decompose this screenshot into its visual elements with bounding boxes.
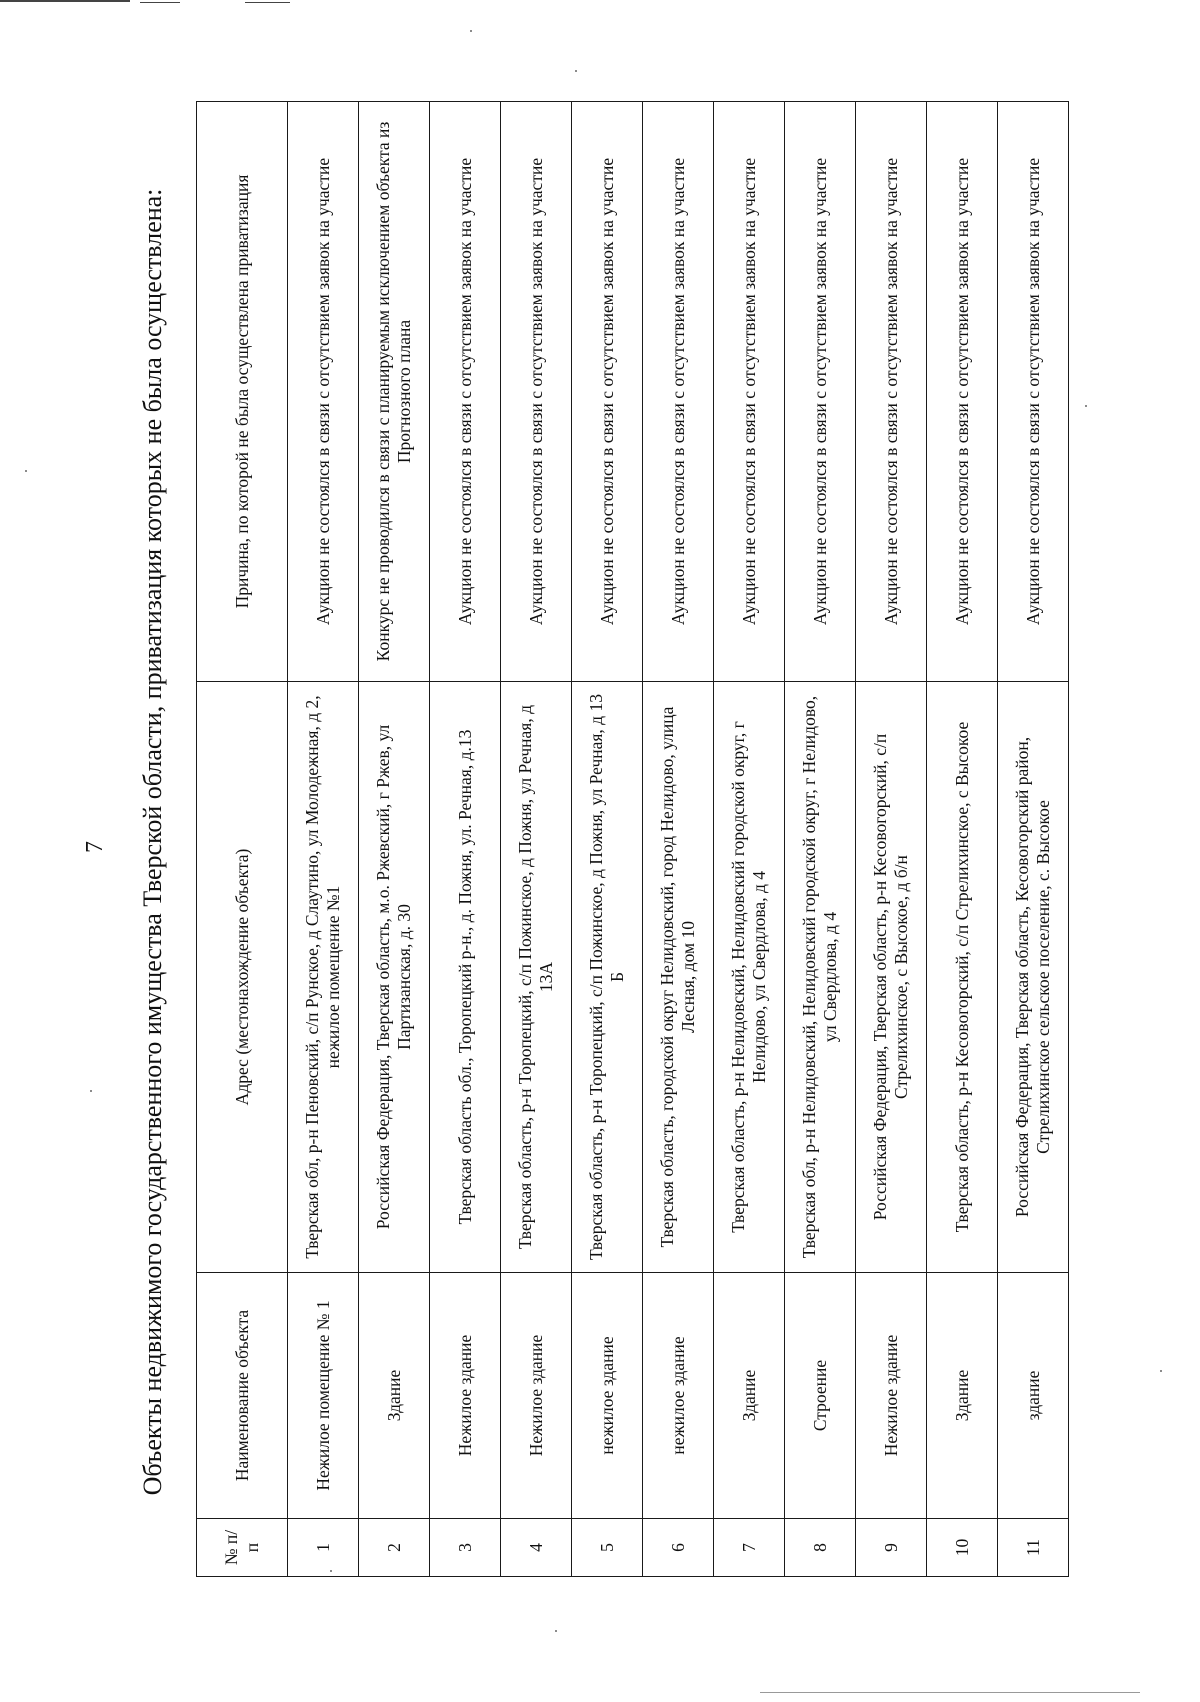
cell-reason: Аукцион не состоялся в связи с отсутствием заявок на участие: [927, 102, 998, 682]
cell-name: Нежилое здание: [856, 1273, 927, 1519]
table-row: [430, 102, 501, 1577]
cell-name: Строение: [785, 1273, 856, 1519]
header-name: Наименование объекта: [197, 1273, 288, 1519]
table-row: [998, 102, 1069, 1577]
table-row: [359, 102, 430, 1577]
cell-num: 3: [430, 1519, 501, 1577]
cell-name: Нежилое помещение № 1: [288, 1273, 359, 1519]
cell-address: Тверская область обл., Торопецкий р-н., д. Пожня, ул. Речная, д.13: [430, 682, 501, 1273]
table-row: [856, 102, 927, 1577]
table-row: [785, 102, 856, 1577]
cell-address: Российская Федерация, Тверская область, р-н Кесовогорский, с/п Стрелихинское, с Высокое, д б/н: [856, 682, 927, 1273]
page-number: 7: [82, 841, 108, 853]
cell-name: нежилое здание: [572, 1273, 643, 1519]
cell-address: Российская Федерация, Тверская область, м.о. Ржевский, г Ржев, ул Партизанская, д. 30: [359, 682, 430, 1273]
cell-reason: Аукцион не состоялся в связи с отсутствием заявок на участие: [643, 102, 714, 682]
cell-name: здание: [998, 1273, 1069, 1519]
header-reason: Причина, по которой не была осуществлена приватизация: [197, 102, 288, 682]
cell-num: 7: [714, 1519, 785, 1577]
cell-reason: Аукцион не состоялся в связи с отсутствием заявок на участие: [288, 102, 359, 682]
cell-reason: Аукцион не состоялся в связи с отсутствием заявок на участие: [998, 102, 1069, 682]
header-address: Адрес (местонахождение объекта): [197, 682, 288, 1273]
cell-reason: Аукцион не состоялся в связи с отсутствием заявок на участие: [430, 102, 501, 682]
cell-address: Тверская обл, р-н Пеновский, с/п Рунское, д Слаутино, ул Молодежная, д 2, нежилое помещение №1: [288, 682, 359, 1273]
table-row: [643, 102, 714, 1577]
cell-num: 2: [359, 1519, 430, 1577]
cell-address: Тверская область, р-н Кесовогорский, с/п Стрелихинское, с Высокое: [927, 682, 998, 1273]
header-num: № п/п: [197, 1519, 288, 1577]
table-row: [501, 102, 572, 1577]
cell-reason: Аукцион не состоялся в связи с отсутствием заявок на участие: [714, 102, 785, 682]
cell-address: Тверская область, р-н Торопецкий, с/п Пожинское, д Пожня, ул Речная, д 13А: [501, 682, 572, 1273]
cell-num: 5: [572, 1519, 643, 1577]
cell-num: 4: [501, 1519, 572, 1577]
cell-address: Тверская область, р-н Торопецкий, с/п Пожинское, д Пожня, ул Речная, д 13 Б: [572, 682, 643, 1273]
cell-name: Здание: [927, 1273, 998, 1519]
cell-reason: Аукцион не состоялся в связи с отсутствием заявок на участие: [572, 102, 643, 682]
cell-reason: Конкурс не проводился в связи с планируемым исключением объекта из Прогнозного плана: [359, 102, 430, 682]
table-row: [288, 102, 359, 1577]
cell-reason: Аукцион не состоялся в связи с отсутствием заявок на участие: [785, 102, 856, 682]
cell-num: 10: [927, 1519, 998, 1577]
cell-address: Тверская область, р-н Нелидовский, Нелидовский городской округ, г Нелидово, ул Свердлова, д 4: [714, 682, 785, 1273]
cell-reason: Аукцион не состоялся в связи с отсутствием заявок на участие: [856, 102, 927, 682]
cell-name: Здание: [359, 1273, 430, 1519]
cell-name: Нежилое здание: [501, 1273, 572, 1519]
cell-num: 6: [643, 1519, 714, 1577]
table-row: [714, 102, 785, 1577]
cell-num: 9: [856, 1519, 927, 1577]
cell-num: 8: [785, 1519, 856, 1577]
cell-address: Тверская обл, р-н Нелидовский, Нелидовский городской округ, г Нелидово, ул Свердлова, д 4: [785, 682, 856, 1273]
table-row: [927, 102, 998, 1577]
cell-name: нежилое здание: [643, 1273, 714, 1519]
cell-name: Нежилое здание: [430, 1273, 501, 1519]
cell-num: 1: [288, 1519, 359, 1577]
cell-num: 11: [998, 1519, 1069, 1577]
cell-reason: Аукцион не состоялся в связи с отсутствием заявок на участие: [501, 102, 572, 682]
table-row: [572, 102, 643, 1577]
cell-address: Российская Федерация, Тверская область, Кесовогорский район, Стрелихинское сельское поселение, с. Высокое: [998, 682, 1069, 1273]
table-header-row: [197, 102, 288, 1577]
cell-name: Здание: [714, 1273, 785, 1519]
objects-table: [196, 101, 1069, 1577]
document-title: Объекты недвижимого государственного имущества Тверской области, приватизация которых не была осуществлена:: [138, 188, 167, 1496]
cell-address: Тверская область, городской округ Нелидовский, город Нелидово, улица Лесная, дом 10: [643, 682, 714, 1273]
